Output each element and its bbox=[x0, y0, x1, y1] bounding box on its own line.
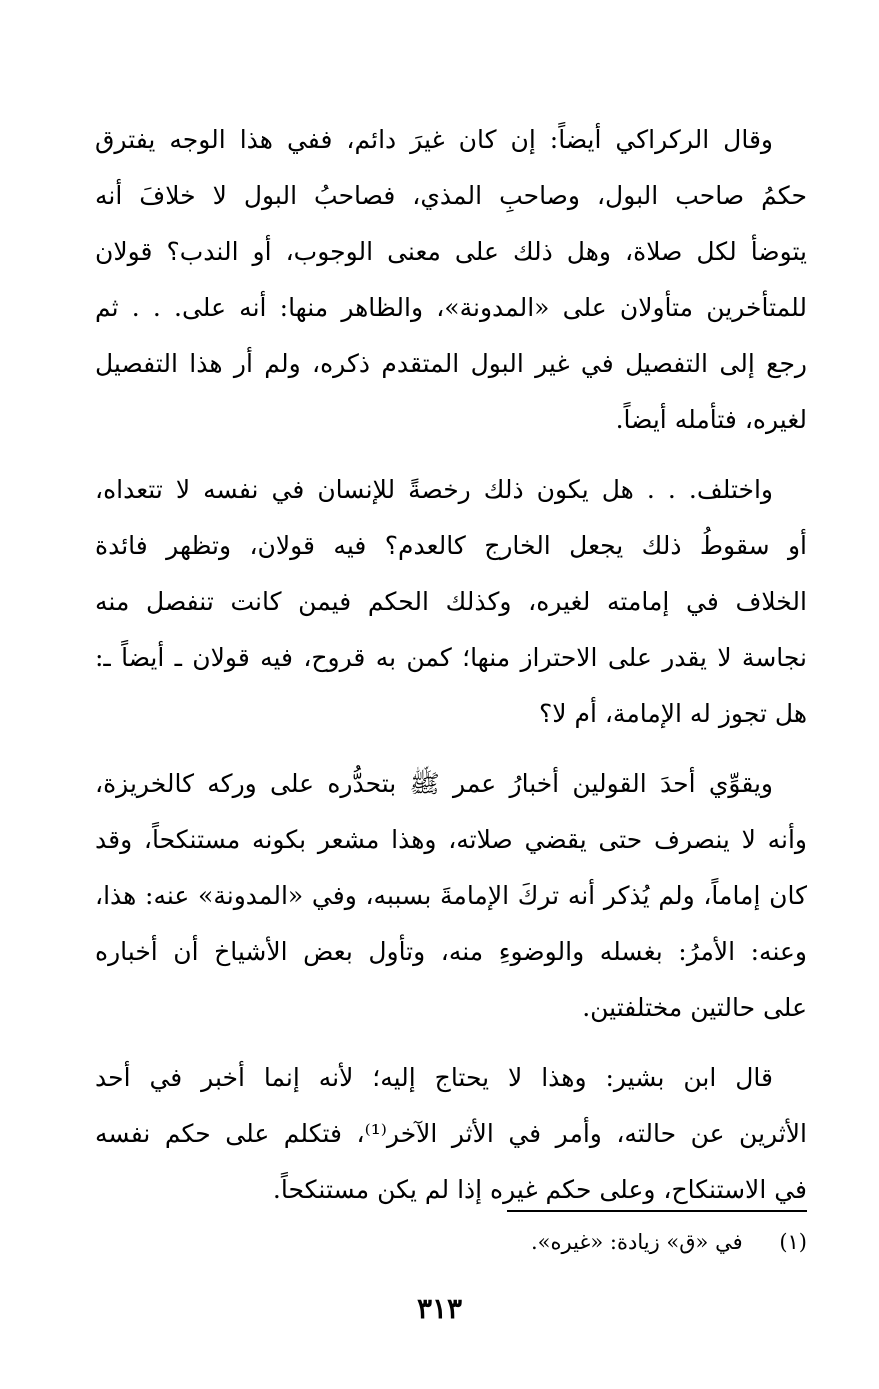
paragraph-4 bbox=[95, 1050, 807, 1218]
footnote bbox=[531, 1222, 807, 1262]
text-line: الأثرين عن حالته، وأمر في الأثر الآخر⁽¹⁾، فتكلم على حكم نفسه bbox=[95, 1119, 807, 1148]
text-line: في الاستنكاح، وعلى حكم غيره إذا لم يكن مستنكحاً. bbox=[272, 1175, 807, 1204]
text-line: على حالتين مختلفتين. bbox=[582, 993, 807, 1022]
footnote-separator bbox=[507, 1210, 807, 1212]
text-line: للمتأخرين متأولان على «المدونة»، والظاهر منها: أنه على. . . ثم bbox=[95, 293, 807, 322]
footnote-number: (١) bbox=[779, 1230, 807, 1254]
text-line: هل تجوز له الإمامة، أم لا؟ bbox=[539, 699, 807, 728]
text-line: وعنه: الأمرُ: بغسله والوضوءِ منه، وتأول بعض الأشياخ أن أخباره bbox=[95, 937, 807, 966]
text-line: قال ابن بشير: وهذا لا يحتاج إليه؛ لأنه إنما أخبر في أحد bbox=[95, 1063, 773, 1092]
text-line: الخلاف في إمامته لغيره، وكذلك الحكم فيمن كانت تنفصل منه bbox=[95, 587, 807, 616]
text-line: وقال الركراكي أيضاً: إن كان غيرَ دائم، ففي هذا الوجه يفترق bbox=[95, 125, 773, 154]
text-line: رجع إلى التفصيل في غير البول المتقدم ذكره، ولم أر هذا التفصيل bbox=[95, 349, 807, 378]
text-line: حكمُ صاحب البول، وصاحبِ المذي، فصاحبُ البول لا خلافَ أنه bbox=[95, 181, 807, 210]
text-line: يتوضأ لكل صلاة، وهل ذلك على معنى الوجوب، أو الندب؟ قولان bbox=[95, 237, 807, 266]
text-line: أو سقوطُ ذلك يجعل الخارج كالعدم؟ فيه قولان، وتظهر فائدة bbox=[95, 531, 807, 560]
paragraph-2 bbox=[95, 462, 807, 742]
text-line: لغيره، فتأمله أيضاً. bbox=[615, 405, 807, 434]
main-text bbox=[95, 112, 807, 1232]
text-line: ويقوِّي أحدَ القولين أخبارُ عمر ﷺ بتحدُّره على وركه كالخريزة، bbox=[95, 769, 773, 798]
text-line: كان إماماً، ولم يُذكر أنه تركَ الإمامةَ بسببه، وفي «المدونة» عنه: هذا، bbox=[95, 881, 807, 910]
text-line: واختلف. . . هل يكون ذلك رخصةً للإنسان في نفسه لا تتعداه، bbox=[95, 475, 773, 504]
text-line: وأنه لا ينصرف حتى يقضي صلاته، وهذا مشعر بكونه مستنكحاً، وقد bbox=[95, 825, 807, 854]
page-number: ٣١٣ bbox=[416, 1292, 463, 1325]
text-line: نجاسة لا يقدر على الاحتراز منها؛ كمن به قروح، فيه قولان ـ أيضاً ـ: bbox=[95, 643, 807, 672]
paragraph-1 bbox=[95, 112, 807, 448]
footnote-text: في «ق» زيادة: «غيره». bbox=[530, 1230, 743, 1254]
paragraph-3 bbox=[95, 756, 807, 1036]
